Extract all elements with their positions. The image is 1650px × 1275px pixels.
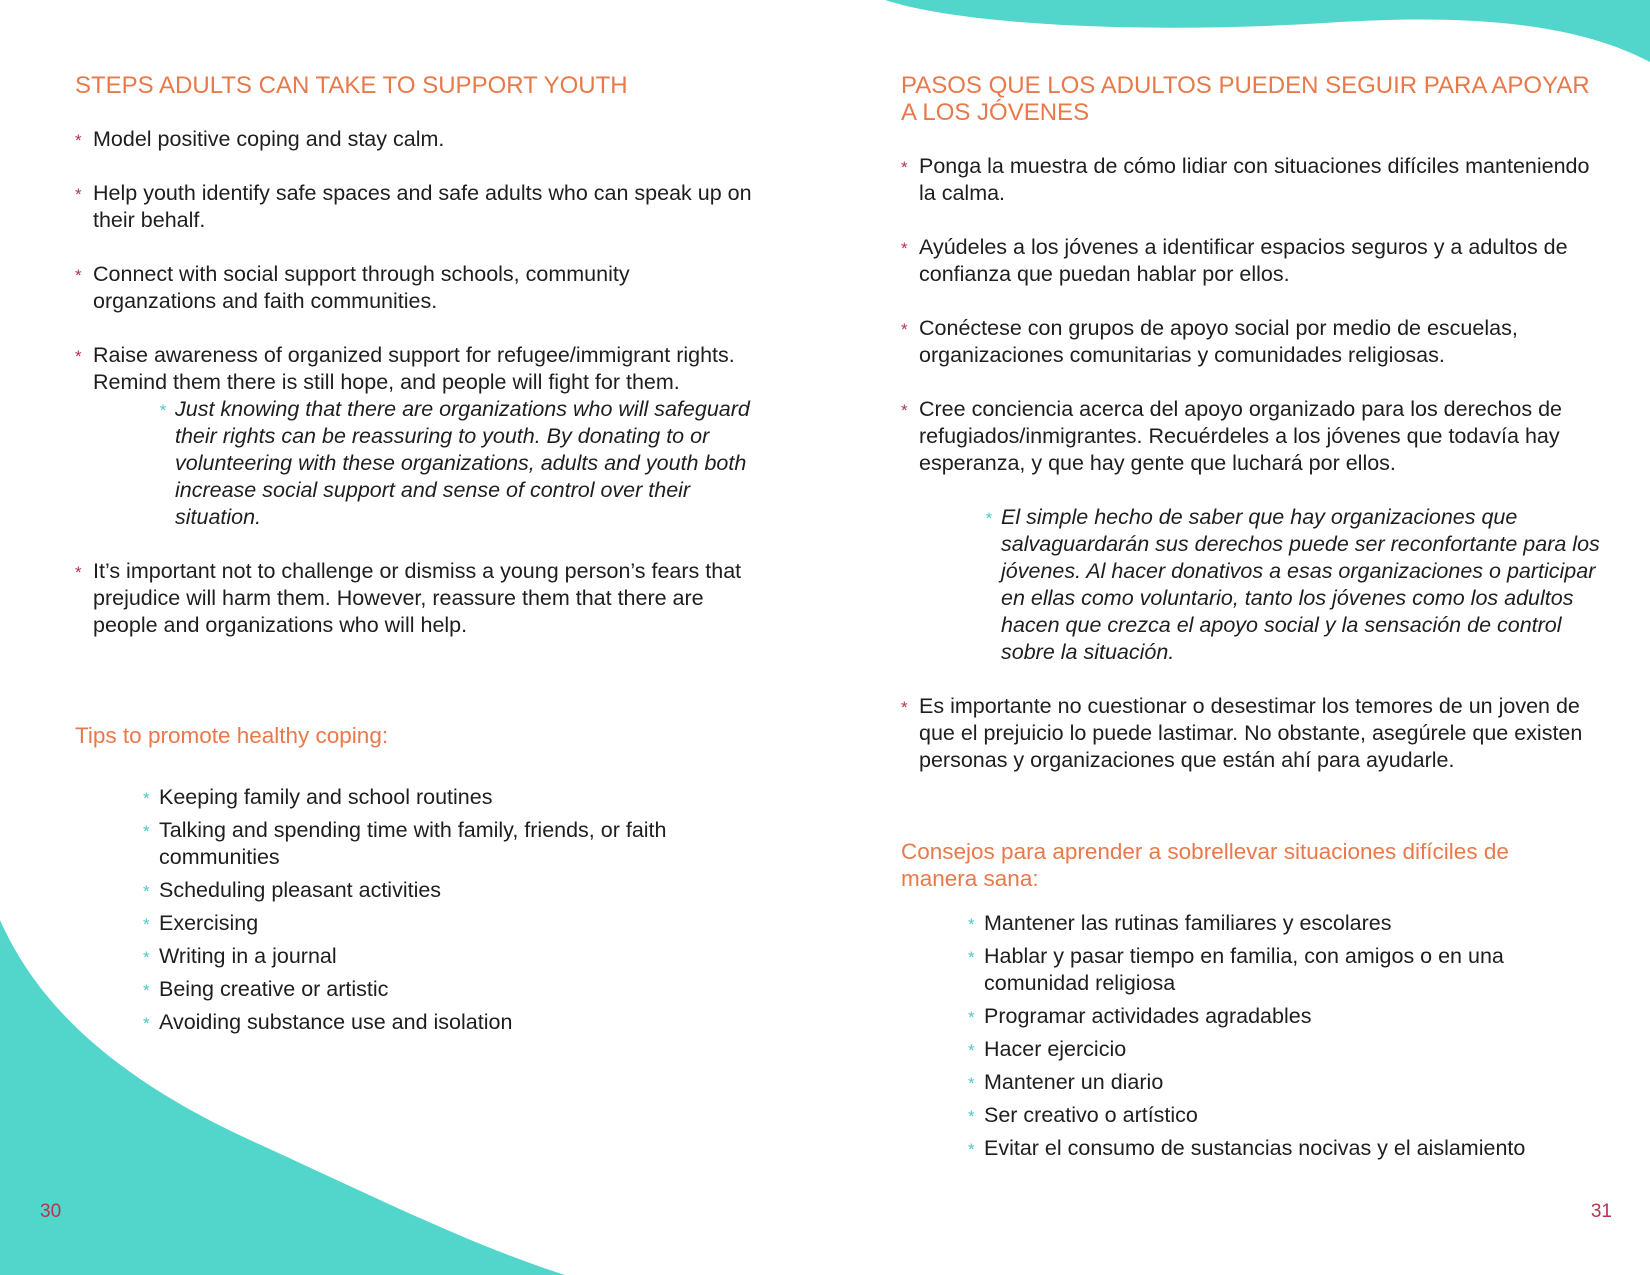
tip-text: Exercising: [159, 911, 259, 935]
item-text: Ayúdeles a los jóvenes a identificar espacios seguros y a adultos de confianza que puedan hablar por ellos.: [919, 235, 1568, 286]
asterisk-bullet-icon: *: [143, 882, 150, 901]
asterisk-bullet-icon: *: [143, 915, 150, 934]
tip-text: Avoiding substance use and isolation: [159, 1010, 513, 1034]
asterisk-bullet-icon: *: [968, 1008, 975, 1027]
tip-text: Ser creativo o artístico: [984, 1103, 1198, 1127]
asterisk-bullet-icon: *: [143, 822, 150, 841]
list-item: [901, 153, 1611, 207]
tip-text: Scheduling pleasant activities: [159, 878, 442, 902]
tip-text: Writing in a journal: [159, 944, 337, 968]
list-item: [143, 817, 743, 871]
item-text: Connect with social support through schools, community organzations and faith communities.: [93, 262, 630, 313]
right-page: [825, 0, 1650, 1275]
asterisk-bullet-icon: *: [968, 1140, 975, 1159]
asterisk-bullet-icon: *: [159, 401, 166, 420]
right-tips-list: [968, 910, 1608, 1168]
tip-text: Keeping family and school routines: [159, 785, 493, 809]
item-text: Model positive coping and stay calm.: [93, 127, 445, 151]
asterisk-bullet-icon: *: [75, 131, 82, 150]
list-item: [901, 693, 1611, 774]
list-item: [968, 1102, 1608, 1129]
asterisk-bullet-icon: *: [143, 981, 150, 1000]
asterisk-bullet-icon: *: [901, 158, 908, 177]
tip-text: Evitar el consumo de sustancias nocivas y el aislamiento: [984, 1136, 1526, 1160]
list-item: [968, 943, 1608, 997]
list-item: [143, 877, 743, 904]
asterisk-bullet-icon: *: [968, 915, 975, 934]
asterisk-bullet-icon: *: [75, 266, 82, 285]
asterisk-bullet-icon: *: [968, 948, 975, 967]
asterisk-bullet-icon: *: [968, 1107, 975, 1126]
right-tips-heading: Consejos para aprender a sobrellevar situaciones difíciles de manera sana:: [901, 839, 1509, 891]
list-item: [968, 1003, 1608, 1030]
tip-text: Mantener las rutinas familiares y escolares: [984, 911, 1392, 935]
tip-text: Programar actividades agradables: [984, 1004, 1312, 1028]
list-item: [143, 1009, 743, 1036]
list-item: [143, 910, 743, 937]
item-text: Ponga la muestra de cómo lidiar con situaciones difíciles manteniendo la calma.: [919, 154, 1590, 205]
asterisk-bullet-icon: *: [985, 509, 992, 528]
list-item: [75, 126, 755, 153]
asterisk-bullet-icon: *: [75, 563, 82, 582]
tip-text: Hablar y pasar tiempo en familia, con amigos o en una comunidad religiosa: [984, 944, 1504, 995]
asterisk-bullet-icon: *: [143, 1014, 150, 1033]
list-item: [143, 976, 743, 1003]
item-text: Conéctese con grupos de apoyo social por medio de escuelas, organizaciones comunitarias y comunidades religiosas.: [919, 316, 1518, 367]
list-item: [75, 558, 755, 639]
item-text: It’s important not to challenge or dismiss a young person’s fears that prejudice will harm them. However, reassure them that there are people and organizations who will help.: [93, 559, 742, 637]
asterisk-bullet-icon: *: [901, 239, 908, 258]
sub-note-text: El simple hecho de saber que hay organizaciones que salvaguardarán sus derechos puede ser reconfortante para los jóvenes. Al hacer donativos a esas organizaciones o participar en ellas como voluntario, tanto los jóvenes como los adultos hacen que crezca el apoyo social y la sensación de control sobre la situación.: [1001, 505, 1600, 664]
list-item: [968, 1036, 1608, 1063]
page-number: 30: [40, 1201, 62, 1222]
list-item: [143, 784, 743, 811]
left-tips-heading: Tips to promote healthy coping:: [75, 723, 389, 748]
list-item: [75, 261, 755, 315]
list-item: [901, 234, 1611, 288]
list-item: [901, 396, 1611, 666]
asterisk-bullet-icon: *: [143, 789, 150, 808]
asterisk-bullet-icon: *: [143, 948, 150, 967]
list-item: [75, 342, 755, 531]
asterisk-bullet-icon: *: [75, 347, 82, 366]
tip-text: Being creative or artistic: [159, 977, 389, 1001]
left-tips-list: [143, 784, 743, 1042]
page-number: 31: [1590, 1201, 1612, 1222]
item-text: Raise awareness of organized support for refugee/immigrant rights. Remind them there is still hope, and people will fight for them.: [93, 343, 735, 394]
asterisk-bullet-icon: *: [75, 185, 82, 204]
sub-note: [159, 396, 755, 531]
sub-note-text: Just knowing that there are organizations who will safeguard their rights can be reassuring to youth. By donating to or volunteering with these organizations, adults and youth both increase social support and sense of control over their situation.: [175, 397, 750, 529]
item-text: Cree conciencia acerca del apoyo organizado para los derechos de refugiados/inmigrantes. Recuérdeles a los jóvenes que todavía hay esperanza, y que hay gente que luchará por ellos.: [919, 397, 1563, 475]
sub-note: [985, 504, 1611, 666]
asterisk-bullet-icon: *: [901, 320, 908, 339]
tip-text: Mantener un diario: [984, 1070, 1164, 1094]
left-page-heading: STEPS ADULTS CAN TAKE TO SUPPORT YOUTH: [75, 72, 628, 99]
tip-text: Hacer ejercicio: [984, 1037, 1127, 1061]
tip-text: Talking and spending time with family, friends, or faith communities: [159, 818, 667, 869]
left-steps-list: [75, 126, 755, 639]
list-item: [901, 315, 1611, 369]
right-steps-list: [901, 153, 1611, 774]
asterisk-bullet-icon: *: [968, 1074, 975, 1093]
list-item: [75, 180, 755, 234]
list-item: [143, 943, 743, 970]
item-text: Help youth identify safe spaces and safe adults who can speak up on their behalf.: [93, 181, 752, 232]
list-item: [968, 910, 1608, 937]
asterisk-bullet-icon: *: [901, 401, 908, 420]
item-text: Es importante no cuestionar o desestimar los temores de un joven de que el prejuicio lo puede lastimar. No obstante, asegúrele que existen personas y organizaciones que están ahí para ayudarle.: [919, 694, 1583, 772]
list-item: [968, 1069, 1608, 1096]
asterisk-bullet-icon: *: [968, 1041, 975, 1060]
asterisk-bullet-icon: *: [901, 698, 908, 717]
right-page-heading: PASOS QUE LOS ADULTOS PUEDEN SEGUIR PARA APOYAR A LOS JÓVENES: [901, 72, 1590, 126]
list-item: [968, 1135, 1608, 1162]
